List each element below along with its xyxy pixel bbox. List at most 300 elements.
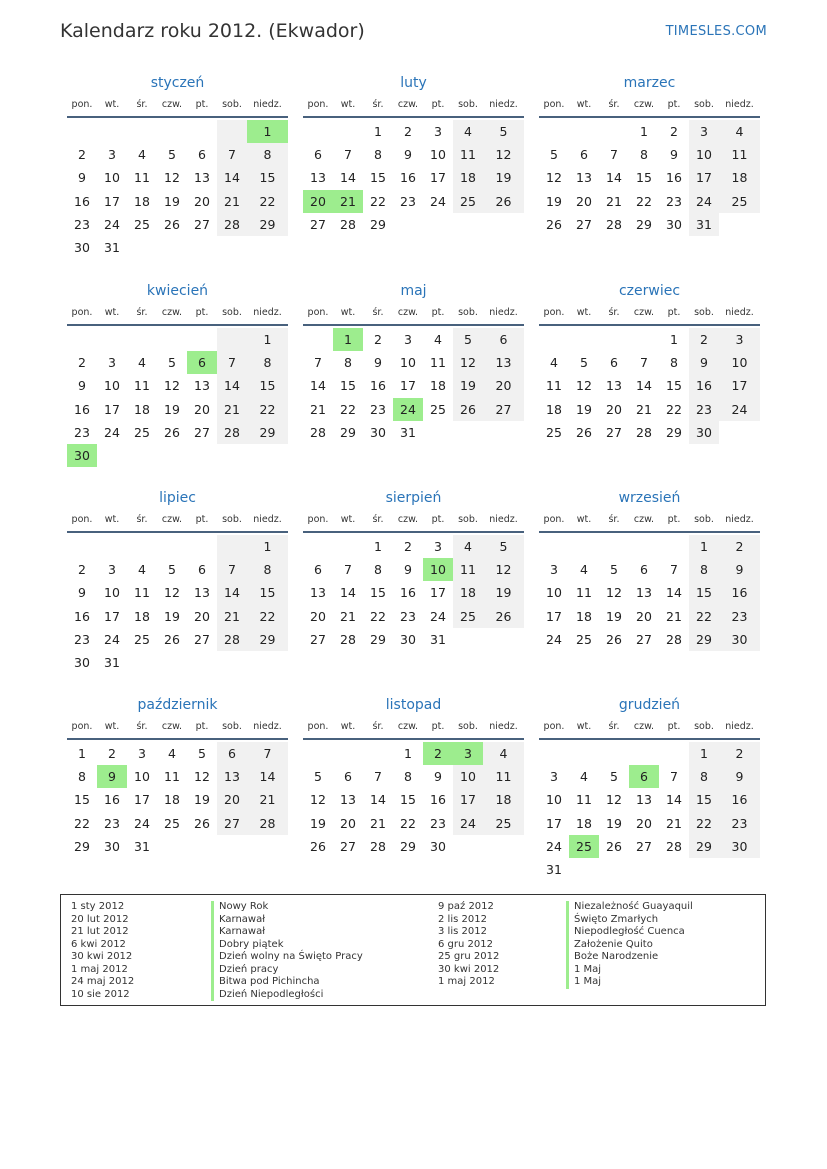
day-cell: 24 bbox=[104, 631, 120, 647]
month-7 bbox=[67, 485, 288, 674]
month-12 bbox=[539, 692, 760, 881]
day-cell: 7 bbox=[217, 143, 247, 166]
weekday-label: sob. bbox=[458, 99, 478, 110]
day-cell: 5 bbox=[168, 147, 176, 163]
day-cell: 11 bbox=[719, 143, 760, 166]
day-cell: 1 bbox=[689, 535, 719, 558]
day-cell: 28 bbox=[310, 424, 326, 440]
day-cell: 17 bbox=[104, 401, 120, 417]
weekday-label: śr. bbox=[608, 99, 620, 110]
day-cell: 23 bbox=[719, 605, 760, 628]
day-cell: 21 bbox=[310, 401, 326, 417]
day-cell: 12 bbox=[164, 585, 180, 601]
weekday-label: czw. bbox=[397, 514, 419, 525]
day-cell: 28 bbox=[247, 812, 288, 835]
weekday-header bbox=[303, 718, 524, 740]
day-cell: 12 bbox=[164, 170, 180, 186]
day-cell: 26 bbox=[606, 631, 622, 647]
legend-date: 30 kwi 2012 bbox=[71, 951, 133, 962]
day-cell: 28 bbox=[370, 838, 386, 854]
weekday-label: pt. bbox=[195, 99, 209, 110]
holiday-day: 3 bbox=[453, 742, 483, 765]
weekday-label: niedz. bbox=[489, 721, 518, 732]
day-grid bbox=[67, 328, 288, 467]
day-cell: 1 bbox=[670, 332, 678, 347]
day-cell: 16 bbox=[74, 193, 90, 209]
day-grid bbox=[303, 742, 524, 858]
weekday-label: śr. bbox=[136, 721, 148, 732]
day-cell: 15 bbox=[340, 378, 356, 394]
day-cell: 5 bbox=[198, 746, 206, 761]
day-cell: 13 bbox=[217, 765, 247, 788]
legend-date: 9 paź 2012 bbox=[438, 901, 494, 912]
day-cell: 15 bbox=[636, 170, 652, 186]
empty-cell bbox=[539, 742, 569, 765]
day-cell: 9 bbox=[78, 585, 86, 601]
day-cell: 23 bbox=[104, 815, 120, 831]
day-cell: 27 bbox=[310, 631, 326, 647]
weekday-label: czw. bbox=[161, 514, 183, 525]
day-cell: 17 bbox=[453, 788, 483, 811]
day-cell: 10 bbox=[453, 765, 483, 788]
weekday-label: czw. bbox=[633, 99, 655, 110]
day-cell: 17 bbox=[719, 374, 760, 397]
day-cell: 23 bbox=[74, 424, 90, 440]
day-cell: 30 bbox=[400, 631, 416, 647]
legend-date: 25 gru 2012 bbox=[438, 951, 500, 962]
day-grid bbox=[539, 120, 760, 236]
day-cell: 24 bbox=[546, 838, 562, 854]
day-cell: 7 bbox=[640, 355, 648, 371]
day-cell: 3 bbox=[689, 120, 719, 143]
empty-cell bbox=[157, 535, 187, 558]
month-6 bbox=[539, 278, 760, 444]
holiday-day: 20 bbox=[303, 190, 333, 213]
day-grid bbox=[303, 120, 524, 236]
day-cell: 28 bbox=[217, 628, 247, 651]
day-cell: 27 bbox=[483, 398, 524, 421]
day-cell: 14 bbox=[340, 585, 356, 601]
day-cell: 21 bbox=[340, 608, 356, 624]
day-cell: 7 bbox=[344, 562, 352, 578]
day-grid bbox=[67, 120, 288, 259]
day-cell: 26 bbox=[164, 216, 180, 232]
day-cell: 18 bbox=[719, 166, 760, 189]
day-cell: 24 bbox=[453, 812, 483, 835]
day-cell: 6 bbox=[344, 769, 352, 785]
day-cell: 15 bbox=[370, 170, 386, 186]
day-cell: 6 bbox=[580, 147, 588, 163]
weekday-label: sob. bbox=[694, 514, 714, 525]
weekday-label: wt. bbox=[340, 721, 356, 732]
day-cell: 3 bbox=[434, 124, 442, 139]
day-cell: 25 bbox=[483, 812, 524, 835]
day-cell: 13 bbox=[576, 170, 592, 186]
day-cell: 3 bbox=[108, 355, 116, 371]
legend-date: 1 maj 2012 bbox=[71, 963, 128, 975]
day-cell: 7 bbox=[344, 147, 352, 163]
day-cell: 17 bbox=[400, 378, 416, 394]
day-cell: 30 bbox=[719, 628, 760, 651]
day-cell: 27 bbox=[194, 424, 210, 440]
day-cell: 26 bbox=[576, 424, 592, 440]
legend-holiday-name: Karnawał bbox=[211, 914, 363, 927]
day-cell: 29 bbox=[247, 628, 288, 651]
day-cell: 21 bbox=[666, 608, 682, 624]
weekday-label: pt. bbox=[431, 514, 445, 525]
month-8 bbox=[303, 485, 524, 651]
day-cell: 1 bbox=[374, 539, 382, 554]
weekday-header bbox=[67, 718, 288, 740]
empty-cell bbox=[217, 120, 247, 143]
empty-cell bbox=[599, 120, 629, 143]
weekday-label: czw. bbox=[633, 307, 655, 318]
day-cell: 12 bbox=[453, 351, 483, 374]
weekday-label: pt. bbox=[667, 721, 681, 732]
weekday-label: wt. bbox=[340, 307, 356, 318]
weekday-label: śr. bbox=[372, 307, 384, 318]
day-cell: 22 bbox=[247, 190, 288, 213]
month-2 bbox=[303, 70, 524, 236]
empty-cell bbox=[67, 120, 97, 143]
day-cell: 24 bbox=[134, 815, 150, 831]
legend-date: 20 lut 2012 bbox=[71, 913, 129, 925]
weekday-header bbox=[539, 718, 760, 740]
day-cell: 28 bbox=[217, 213, 247, 236]
weekday-label: pt. bbox=[431, 307, 445, 318]
day-cell: 4 bbox=[483, 742, 524, 765]
day-cell: 21 bbox=[370, 815, 386, 831]
day-cell: 23 bbox=[666, 193, 682, 209]
legend-date: 2 lis 2012 bbox=[438, 913, 487, 925]
weekday-label: wt. bbox=[340, 514, 356, 525]
day-cell: 26 bbox=[546, 216, 562, 232]
day-cell: 22 bbox=[666, 401, 682, 417]
weekday-label: wt. bbox=[576, 514, 592, 525]
holiday-day: 2 bbox=[423, 742, 453, 765]
day-cell: 11 bbox=[453, 143, 483, 166]
day-cell: 24 bbox=[430, 193, 446, 209]
weekday-label: sob. bbox=[694, 99, 714, 110]
day-cell: 29 bbox=[689, 835, 719, 858]
empty-cell bbox=[157, 120, 187, 143]
weekday-header bbox=[303, 304, 524, 326]
day-cell: 21 bbox=[636, 401, 652, 417]
legend-holiday-name: Dzień Niepodległości bbox=[211, 989, 363, 1002]
day-cell: 2 bbox=[689, 328, 719, 351]
empty-cell bbox=[67, 535, 97, 558]
legend-holiday-name: 1 Maj bbox=[566, 976, 693, 989]
weekday-label: czw. bbox=[161, 99, 183, 110]
day-cell: 25 bbox=[576, 631, 592, 647]
weekday-label: pt. bbox=[195, 307, 209, 318]
day-cell: 13 bbox=[636, 792, 652, 808]
day-cell: 11 bbox=[134, 170, 150, 186]
day-cell: 7 bbox=[670, 562, 678, 578]
day-cell: 19 bbox=[453, 374, 483, 397]
day-cell: 11 bbox=[134, 585, 150, 601]
day-cell: 13 bbox=[310, 585, 326, 601]
weekday-label: niedz. bbox=[489, 99, 518, 110]
month-name: kwiecień bbox=[146, 283, 209, 299]
day-cell: 8 bbox=[640, 147, 648, 163]
day-cell: 20 bbox=[217, 788, 247, 811]
day-cell: 19 bbox=[546, 193, 562, 209]
day-cell: 31 bbox=[134, 838, 150, 854]
day-cell: 8 bbox=[689, 558, 719, 581]
day-cell: 6 bbox=[610, 355, 618, 371]
day-cell: 12 bbox=[194, 769, 210, 785]
day-cell: 8 bbox=[247, 143, 288, 166]
weekday-label: czw. bbox=[397, 721, 419, 732]
day-cell: 12 bbox=[483, 143, 524, 166]
holiday-day: 10 bbox=[423, 558, 453, 581]
weekday-label: niedz. bbox=[253, 307, 282, 318]
empty-cell bbox=[629, 328, 659, 351]
day-cell: 9 bbox=[78, 378, 86, 394]
day-cell: 30 bbox=[74, 654, 90, 670]
day-cell: 16 bbox=[719, 788, 760, 811]
weekday-label: pon. bbox=[543, 99, 565, 110]
day-cell: 6 bbox=[314, 562, 322, 578]
day-cell: 4 bbox=[138, 355, 146, 371]
weekday-label: wt. bbox=[104, 514, 120, 525]
weekday-label: czw. bbox=[633, 721, 655, 732]
empty-cell bbox=[539, 120, 569, 143]
legend-date: 24 maj 2012 bbox=[71, 976, 135, 987]
day-cell: 22 bbox=[689, 812, 719, 835]
weekday-label: pt. bbox=[431, 99, 445, 110]
day-cell: 11 bbox=[134, 378, 150, 394]
weekday-label: śr. bbox=[372, 721, 384, 732]
empty-cell bbox=[157, 328, 187, 351]
weekday-label: sob. bbox=[458, 514, 478, 525]
day-cell: 16 bbox=[74, 401, 90, 417]
day-cell: 25 bbox=[453, 605, 483, 628]
day-cell: 18 bbox=[134, 193, 150, 209]
day-cell: 17 bbox=[430, 585, 446, 601]
empty-cell bbox=[187, 120, 217, 143]
day-cell: 7 bbox=[217, 351, 247, 374]
empty-cell bbox=[303, 535, 333, 558]
holiday-day: 6 bbox=[629, 765, 659, 788]
day-cell: 22 bbox=[689, 605, 719, 628]
weekday-label: sob. bbox=[458, 721, 478, 732]
weekday-label: pon. bbox=[543, 514, 565, 525]
empty-cell bbox=[303, 328, 333, 351]
day-cell: 5 bbox=[550, 147, 558, 163]
day-cell: 19 bbox=[164, 401, 180, 417]
day-cell: 16 bbox=[104, 792, 120, 808]
day-cell: 28 bbox=[606, 216, 622, 232]
weekday-label: sob. bbox=[222, 514, 242, 525]
holiday-day: 21 bbox=[333, 190, 363, 213]
day-cell: 2 bbox=[719, 742, 760, 765]
day-cell: 3 bbox=[550, 562, 558, 578]
day-cell: 3 bbox=[108, 147, 116, 163]
day-cell: 22 bbox=[370, 193, 386, 209]
empty-cell bbox=[363, 742, 393, 765]
day-cell: 19 bbox=[194, 792, 210, 808]
day-cell: 24 bbox=[104, 424, 120, 440]
day-cell: 5 bbox=[580, 355, 588, 371]
day-cell: 18 bbox=[453, 581, 483, 604]
month-name: maj bbox=[400, 283, 427, 299]
day-cell: 18 bbox=[164, 792, 180, 808]
day-cell: 20 bbox=[636, 815, 652, 831]
day-cell: 17 bbox=[546, 815, 562, 831]
day-cell: 16 bbox=[430, 792, 446, 808]
weekday-label: sob. bbox=[222, 721, 242, 732]
day-cell: 10 bbox=[134, 769, 150, 785]
day-cell: 9 bbox=[719, 558, 760, 581]
weekday-label: śr. bbox=[608, 514, 620, 525]
day-cell: 26 bbox=[606, 838, 622, 854]
day-cell: 15 bbox=[400, 792, 416, 808]
weekday-label: śr. bbox=[136, 307, 148, 318]
legend-holiday-name: Boże Narodzenie bbox=[566, 951, 693, 964]
day-cell: 26 bbox=[164, 631, 180, 647]
month-name: czerwiec bbox=[618, 283, 681, 299]
weekday-label: pt. bbox=[667, 99, 681, 110]
day-cell: 31 bbox=[546, 861, 562, 877]
weekday-header bbox=[67, 304, 288, 326]
day-cell: 5 bbox=[168, 355, 176, 371]
day-cell: 27 bbox=[576, 216, 592, 232]
day-cell: 29 bbox=[400, 838, 416, 854]
day-cell: 27 bbox=[194, 631, 210, 647]
weekday-label: pon. bbox=[307, 721, 329, 732]
weekday-label: pon. bbox=[543, 307, 565, 318]
weekday-label: śr. bbox=[136, 99, 148, 110]
day-cell: 5 bbox=[610, 769, 618, 785]
empty-cell bbox=[569, 328, 599, 351]
day-cell: 10 bbox=[546, 792, 562, 808]
day-cell: 9 bbox=[719, 765, 760, 788]
weekday-header bbox=[539, 511, 760, 533]
weekday-label: niedz. bbox=[725, 721, 754, 732]
weekday-label: pt. bbox=[195, 514, 209, 525]
empty-cell bbox=[67, 328, 97, 351]
weekday-label: czw. bbox=[161, 721, 183, 732]
day-cell: 15 bbox=[247, 581, 288, 604]
day-cell: 23 bbox=[74, 631, 90, 647]
day-cell: 22 bbox=[370, 608, 386, 624]
day-cell: 17 bbox=[689, 166, 719, 189]
day-cell: 21 bbox=[247, 788, 288, 811]
day-cell: 19 bbox=[164, 608, 180, 624]
legend-holiday-name: Dzień wolny na Święto Pracy bbox=[211, 951, 363, 964]
legend-holiday-name: Dzień pracy bbox=[211, 964, 363, 977]
day-cell: 16 bbox=[689, 374, 719, 397]
empty-cell bbox=[539, 535, 569, 558]
day-cell: 25 bbox=[134, 424, 150, 440]
legend-date: 3 lis 2012 bbox=[438, 926, 487, 937]
day-cell: 19 bbox=[606, 815, 622, 831]
day-cell: 30 bbox=[370, 424, 386, 440]
day-cell: 4 bbox=[168, 746, 176, 761]
day-cell: 25 bbox=[546, 424, 562, 440]
weekday-label: wt. bbox=[104, 307, 120, 318]
day-cell: 4 bbox=[453, 535, 483, 558]
weekday-label: niedz. bbox=[489, 307, 518, 318]
day-cell: 1 bbox=[78, 746, 86, 761]
empty-cell bbox=[569, 535, 599, 558]
day-cell: 6 bbox=[640, 562, 648, 578]
day-cell: 30 bbox=[719, 835, 760, 858]
day-cell: 5 bbox=[314, 769, 322, 785]
day-cell: 30 bbox=[104, 838, 120, 854]
site-link[interactable]: TIMESLES.COM bbox=[665, 24, 767, 39]
day-cell: 10 bbox=[689, 143, 719, 166]
day-cell: 22 bbox=[636, 193, 652, 209]
holiday-day: 25 bbox=[569, 835, 599, 858]
day-cell: 22 bbox=[74, 815, 90, 831]
day-cell: 11 bbox=[430, 355, 446, 371]
day-cell: 14 bbox=[370, 792, 386, 808]
holiday-day: 1 bbox=[247, 120, 288, 143]
day-cell: 18 bbox=[430, 378, 446, 394]
day-grid bbox=[303, 328, 524, 444]
month-name: lipiec bbox=[159, 490, 196, 506]
day-grid bbox=[67, 535, 288, 674]
day-cell: 19 bbox=[483, 166, 524, 189]
day-cell: 26 bbox=[453, 398, 483, 421]
day-cell: 26 bbox=[483, 190, 524, 213]
day-cell: 21 bbox=[217, 398, 247, 421]
day-cell: 14 bbox=[340, 170, 356, 186]
holiday-day: 30 bbox=[67, 444, 97, 467]
weekday-label: pon. bbox=[71, 307, 93, 318]
day-cell: 1 bbox=[640, 124, 648, 139]
weekday-label: pon. bbox=[307, 307, 329, 318]
month-10 bbox=[67, 692, 288, 858]
weekday-label: sob. bbox=[694, 307, 714, 318]
day-cell: 23 bbox=[400, 193, 416, 209]
day-cell: 31 bbox=[104, 654, 120, 670]
weekday-header bbox=[67, 511, 288, 533]
weekday-label: pon. bbox=[307, 99, 329, 110]
empty-cell bbox=[217, 535, 247, 558]
day-cell: 26 bbox=[164, 424, 180, 440]
empty-cell bbox=[187, 535, 217, 558]
day-cell: 19 bbox=[483, 581, 524, 604]
day-cell: 29 bbox=[340, 424, 356, 440]
day-cell: 4 bbox=[453, 120, 483, 143]
empty-cell bbox=[539, 328, 569, 351]
day-cell: 23 bbox=[430, 815, 446, 831]
day-cell: 3 bbox=[719, 328, 760, 351]
day-cell: 11 bbox=[546, 378, 562, 394]
day-cell: 17 bbox=[134, 792, 150, 808]
day-cell: 21 bbox=[217, 190, 247, 213]
month-name: marzec bbox=[623, 75, 676, 91]
day-cell: 10 bbox=[719, 351, 760, 374]
day-cell: 4 bbox=[138, 147, 146, 163]
legend-holiday-name: Założenie Quito bbox=[566, 939, 693, 952]
day-cell: 11 bbox=[453, 558, 483, 581]
weekday-label: pt. bbox=[667, 514, 681, 525]
day-cell: 17 bbox=[104, 193, 120, 209]
weekday-label: wt. bbox=[104, 99, 120, 110]
day-cell: 16 bbox=[370, 378, 386, 394]
day-cell: 27 bbox=[217, 812, 247, 835]
weekday-header bbox=[539, 96, 760, 118]
month-4 bbox=[67, 278, 288, 467]
day-cell: 12 bbox=[310, 792, 326, 808]
weekday-label: śr. bbox=[608, 307, 620, 318]
day-cell: 27 bbox=[310, 216, 326, 232]
